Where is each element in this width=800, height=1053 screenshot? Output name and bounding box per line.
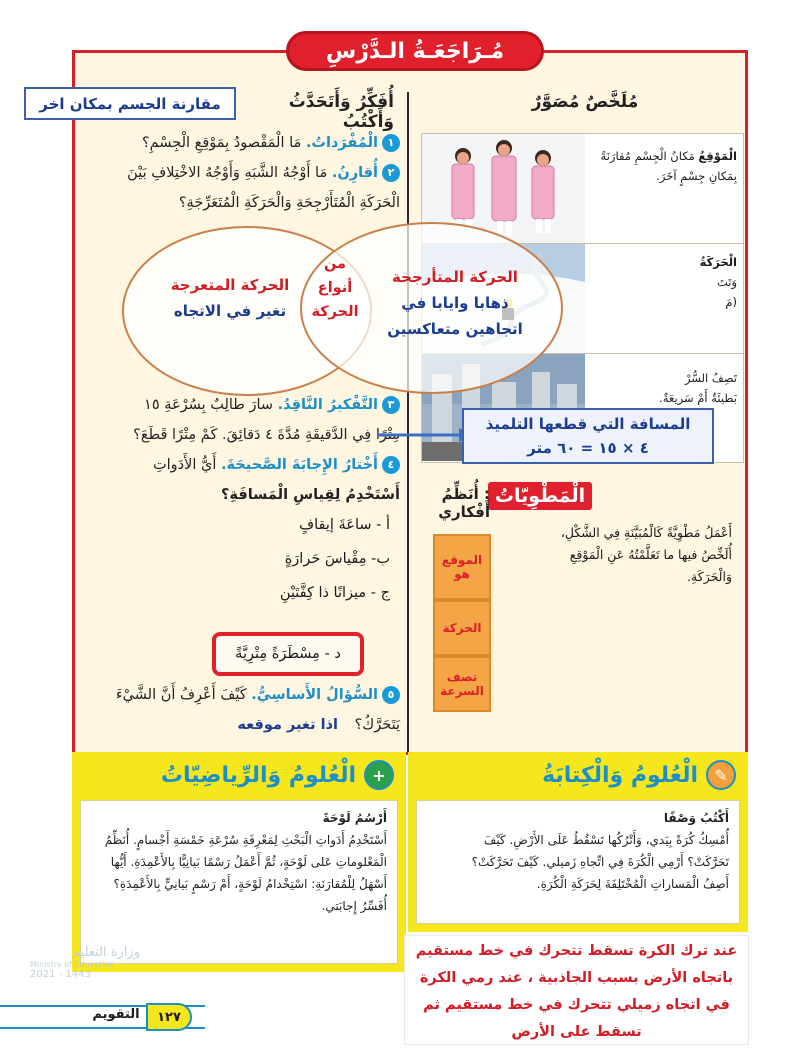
math-line3: أَسْهَلُ لِلْمُقارَنَةِ: اسْتِخْدامُ لَوْحَةٍ، أَمْ رَسْمٍ بَيانِيٍّ بِالأَعْمِدَةِ؟ xyxy=(113,877,387,891)
watermark-title: وزارة التعليم xyxy=(71,945,140,960)
venn-left-sub: تغير في الاتجاه xyxy=(173,302,287,320)
foldables-badge: الْمَطْوِيّاتُ xyxy=(488,482,592,510)
writing-line2: تَحَرَّكَتْ؟ أَرْمِي الْكُرَةَ فِي اتِّجاهِ زَميلي. كَيْفَ تَحَرَّكَتْ؟ xyxy=(471,855,729,869)
row3-text2: بَطيئَةٌ أَمْ سَريعَةٌ. xyxy=(659,391,737,405)
foldable-tab-motion: الحركة xyxy=(433,600,491,656)
question-5 xyxy=(85,680,400,710)
math-line4: أُفَسِّرُ إِجابَتي. xyxy=(321,899,387,913)
column-divider xyxy=(407,92,409,752)
summary-heading: مُلَخَّصٌ مُصَوَّرٌ xyxy=(531,92,639,112)
foldables-instructions xyxy=(532,522,732,588)
q2-line2: الْحَرَكَةِ الْمُتَأَرْجِحَةِ وَالْحَرَكَةِ الْمُتَعَرِّجَةِ؟ xyxy=(178,195,400,211)
option-d-highlight xyxy=(212,632,364,676)
distance-arrow-icon xyxy=(375,425,475,445)
row1-text1: مَكانُ الْجِسْمِ مُقارَنَةً xyxy=(600,149,695,163)
venn-center-l2: أنواع xyxy=(317,280,353,296)
q2-keyword: أُقارِنُ. xyxy=(331,165,378,181)
math-line2: الْمَعْلوماتِ عَلى لَوْحَةٍ، ثُمَّ أَعْمَلُ رَسْمًا بَيانِيًّا بِالأَعْمِدَةِ. أَيُّها xyxy=(110,855,387,869)
writing-title: الْعُلومُ وَالْكِتابَةُ xyxy=(542,762,698,788)
writing-line3: أَصِفُ الْمَساراتِ الْمُخْتَلِفَةَ لِحَرَكَةِ الْكُرَةِ. xyxy=(536,877,729,891)
math-panel xyxy=(72,752,406,972)
venn-right-text xyxy=(365,264,545,342)
page-number: ١٢٧ xyxy=(146,1003,192,1031)
distance-note-line1: المسافة التي قطعها التلميذ xyxy=(485,415,691,433)
watermark xyxy=(30,945,140,980)
watermark-year: 2021 - 1443 xyxy=(30,969,91,980)
math-subtitle: أَرْسُمُ لَوْحَةً xyxy=(322,811,387,825)
q2-number: ٢ xyxy=(382,164,400,182)
venn-right-title: الحركة المتأرجحة xyxy=(392,268,518,286)
questions-block-3 xyxy=(85,680,400,740)
option-d: د - مِسْطَرَةً مِتْرِيَّةً xyxy=(235,646,341,662)
foldables-subtitle: : أُنَظِّمُ أَفْكاري xyxy=(438,485,490,521)
footer-section: التقويم xyxy=(92,1007,140,1022)
math-body xyxy=(80,800,398,964)
venn-right-l2: ذهابا وايابا في xyxy=(401,294,509,312)
option-b: ب- مِقْياسَ حَرارَةٍ xyxy=(284,551,390,567)
q4-line1: أَيُّ الأَدَواتِ xyxy=(153,457,217,473)
writing-subtitle: أَكْتُبُ وَصْفًا xyxy=(663,811,729,825)
q4-number: ٤ xyxy=(382,456,400,474)
foldable-tab-location: الموقع هو xyxy=(433,534,491,600)
q1-number: ١ xyxy=(382,134,400,152)
questions-block-2 xyxy=(85,390,400,510)
q5-keyword: السُّؤالُ الأَساسِيُّ. xyxy=(251,687,378,703)
writing-body xyxy=(416,800,740,924)
option-c: ج - ميزانًا ذا كِفَّتَيْنِ xyxy=(279,585,390,601)
q1-keyword: الْمُفْرَداتُ. xyxy=(305,135,378,151)
questions-block xyxy=(85,128,400,218)
q5-line1: كَيْفَ أَعْرِفُ أَنَّ الشَّيْءَ xyxy=(115,687,247,703)
q3-keyword: التَّفْكيرُ النَّاقِدُ. xyxy=(277,397,378,413)
venn-center-l1: من xyxy=(323,256,347,272)
venn-center-text xyxy=(304,252,366,324)
venn-left-text xyxy=(150,272,310,324)
q1-text: مَا الْمَقْصودُ بِمَوْقِعِ الْجِسْمِ؟ xyxy=(141,135,302,151)
row2-frag1: وَتَتَ xyxy=(716,275,737,289)
row3-text1: تَصِفُ السُّرْ xyxy=(684,371,737,385)
q3-line2: مِتْرًا فِي الدَّقيقَةِ مُدَّةَ ٤ دَقائِقَ. كَمْ مِتْرًا قَطَعَ؟ xyxy=(133,427,400,443)
questions-heading: أُفَكِّرُ وَأَتَحَدَّثُ وَأَكْتُبُ xyxy=(288,92,394,132)
writing-line1: أُمْسِكُ كُرَةً بِيَدي، وَأَتْرُكُها تَسْقُطُ عَلَى الأَرْضِ. كَيْفَ xyxy=(483,833,729,847)
compare-note: مقارنة الجسم بمكان اخر xyxy=(24,87,236,120)
math-plus-icon: + xyxy=(364,760,394,790)
q5-number: ٥ xyxy=(382,686,400,704)
row1-label: الْمَوْقِعُ xyxy=(698,149,737,163)
venn-center-l3: الحركة xyxy=(311,304,359,320)
question-2 xyxy=(85,158,400,188)
venn-left-title: الحركة المتعرجة xyxy=(170,276,290,294)
foldables-line3: وَالْحَرَكَةِ. xyxy=(687,569,732,584)
foldable-tab-speed: تصف السرعة xyxy=(433,656,491,712)
foldables-line1: أَعْمَلُ مَطْوِيَّةً كَالْمُبَيَّنَةِ فِي الشَّكْلِ، xyxy=(560,525,732,540)
row2-label: الْحَرَكَةُ xyxy=(699,255,737,269)
answer-options xyxy=(180,508,390,610)
distance-note-line2: ٤ × ١٥ = ٦٠ متر xyxy=(527,439,649,457)
q4-line2: أَسْتَخْدِمُ لِقِياسِ الْمَسافَةِ؟ xyxy=(221,487,400,503)
math-line1: أَسْتَخْدِمُ أَدَواتِ الْبَحْثِ لِمَعْرِفَةِ سُرْعَةِ خَمْسَةِ أَجْسامٍ. أُنَظِّمُ xyxy=(104,833,387,847)
option-a: أ - ساعَةَ إيقافٍ xyxy=(299,517,390,533)
page-title: مُـرَاجَعَـةُ الـدَّرْسِ xyxy=(286,31,544,71)
ball-note: عند ترك الكرة تسقط تتحرك في خط مستقيم باتجاه الأرض بسبب الجاذبية ، عند رمي الكرة في اتجاه زميلي تتحرك في خط مستقيم ثم تسقط على الأرض xyxy=(404,935,749,1045)
writing-panel xyxy=(408,752,748,932)
math-title: الْعُلومُ وَالرِّياضِيّاتُ xyxy=(160,762,356,788)
q4-keyword: أَخْتارُ الإِجابَةَ الصَّحيحَةَ. xyxy=(221,457,378,473)
q3-line1: سارَ طالِبٌ بِسُرْعَةِ ١٥ xyxy=(144,397,274,413)
question-4 xyxy=(85,450,400,480)
q5-line2: يَتَحَرَّكُ؟ xyxy=(354,717,400,733)
row2-frag2: (مَ xyxy=(725,295,737,309)
answer-5: اذا تغير موقعه xyxy=(237,717,338,733)
watermark-sub: Ministry of Education xyxy=(30,960,115,969)
question-3 xyxy=(85,390,400,420)
venn-right-l3: اتجاهين متعاكسين xyxy=(387,320,523,338)
question-1 xyxy=(85,128,400,158)
foldables-line2: أُلَخِّصُ فيها ما تَعَلَّمْتُهُ عَنِ الْمَوْقِعِ xyxy=(569,547,732,562)
row1-text2: بِمَكانِ جِسْمٍ آخَرَ. xyxy=(656,169,737,183)
distance-note xyxy=(462,408,714,464)
q3-number: ٣ xyxy=(382,396,400,414)
pencil-icon: ✎ xyxy=(706,760,736,790)
q2-line1: مَا أَوْجُهُ الشَّبَهِ وَأَوْجُهُ الاخْتِلافِ بَيْنَ xyxy=(127,165,328,181)
